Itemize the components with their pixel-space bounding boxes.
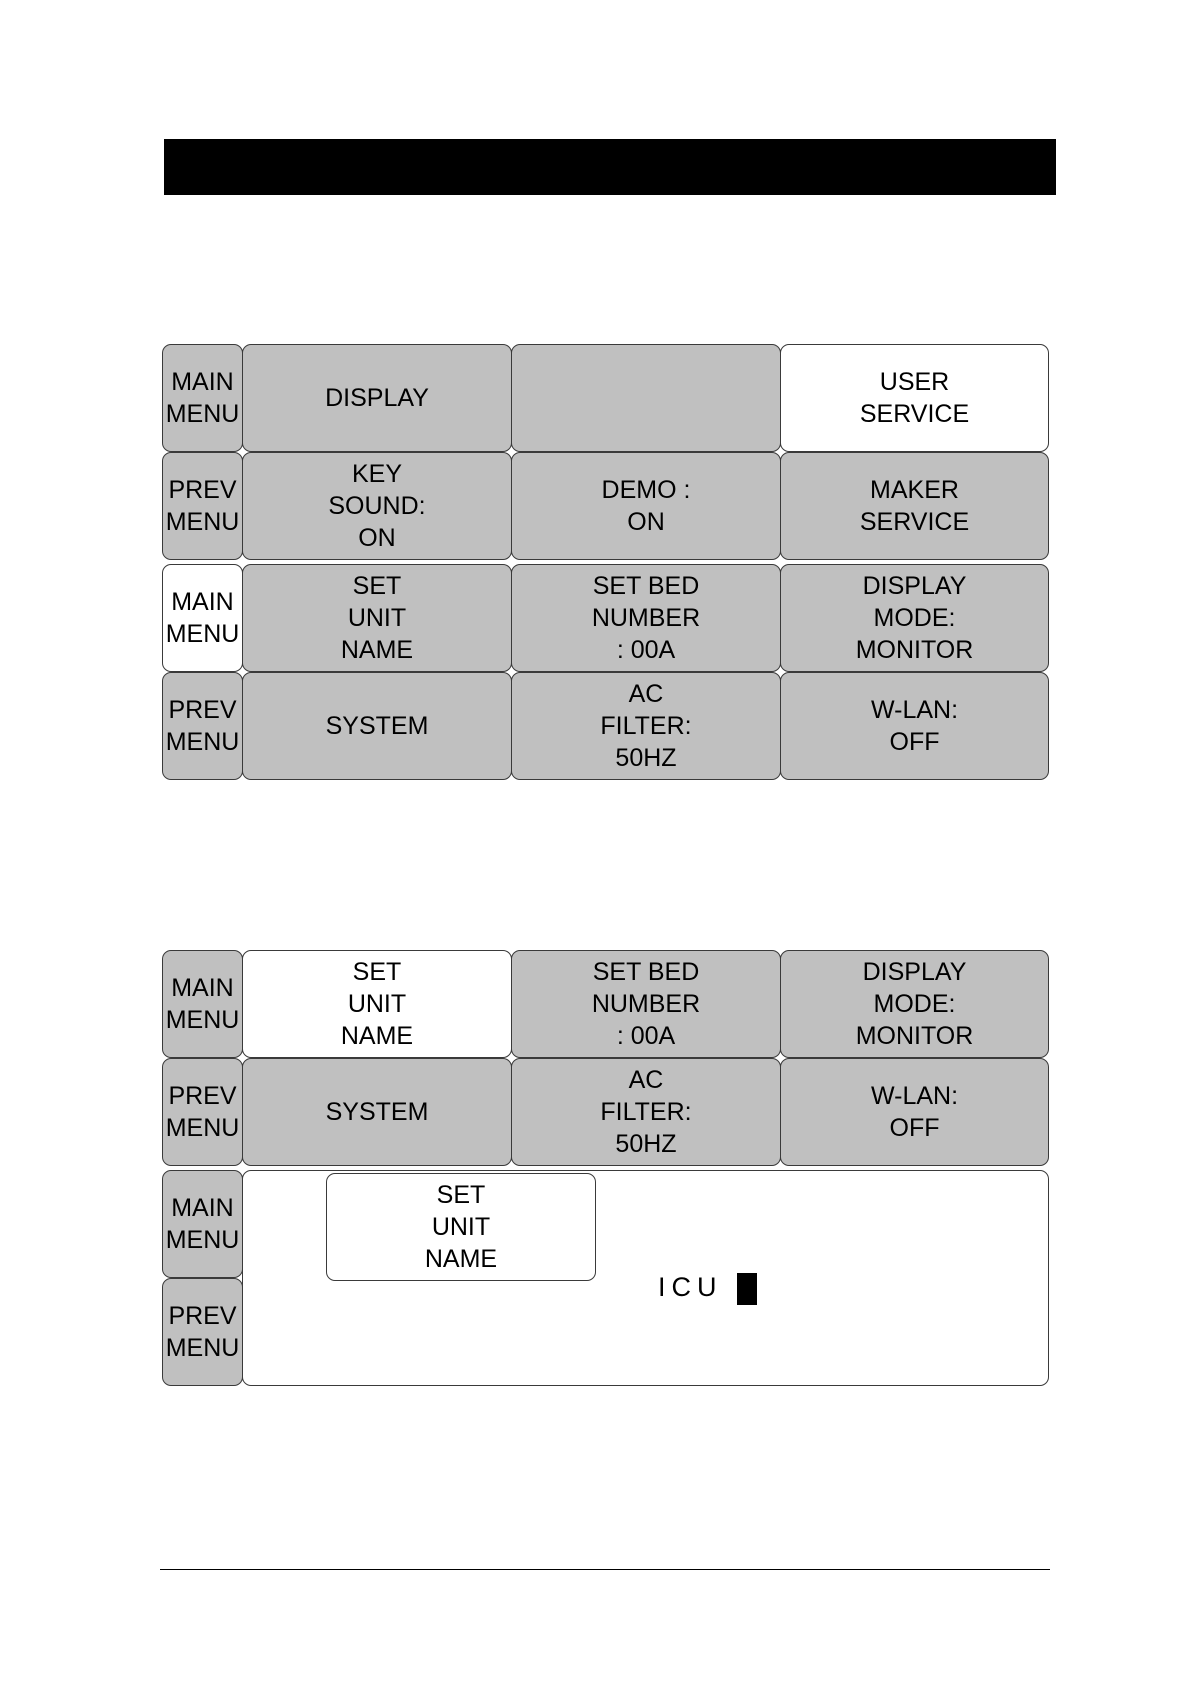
menu-row-2 [162, 452, 1049, 560]
prev-menu-button[interactable]: PREV MENU [162, 1278, 243, 1386]
blank-button[interactable] [511, 344, 781, 452]
menu-row-3 [162, 564, 1049, 672]
menu-panel-user-service [162, 344, 1049, 780]
set-unit-name-label: SET UNIT NAME [326, 1173, 596, 1281]
menu-panel-set-unit-name [162, 950, 1049, 1388]
key-sound-button[interactable]: KEY SOUND: ON [242, 452, 512, 560]
menu-row-4 [162, 672, 1049, 780]
system-button[interactable]: SYSTEM [242, 1058, 512, 1166]
display-button[interactable]: DISPLAY [242, 344, 512, 452]
set-bed-number-button[interactable]: SET BED NUMBER : 00A [511, 950, 781, 1058]
unit-name-input[interactable] [658, 1272, 757, 1305]
system-button[interactable]: SYSTEM [242, 672, 512, 780]
unit-name-value: ICU [658, 1272, 723, 1302]
header-bar [164, 139, 1056, 195]
display-mode-button[interactable]: DISPLAY MODE: MONITOR [780, 950, 1049, 1058]
unit-name-entry-row [162, 1170, 1049, 1388]
menu-row-1 [162, 344, 1049, 452]
maker-service-button[interactable]: MAKER SERVICE [780, 452, 1049, 560]
main-menu-button[interactable]: MAIN MENU [162, 344, 243, 452]
demo-button[interactable]: DEMO : ON [511, 452, 781, 560]
main-menu-button[interactable]: MAIN MENU [162, 564, 243, 672]
w-lan-button[interactable]: W-LAN: OFF [780, 672, 1049, 780]
menu-row-2 [162, 1058, 1049, 1166]
set-bed-number-button[interactable]: SET BED NUMBER : 00A [511, 564, 781, 672]
text-cursor [737, 1273, 757, 1305]
set-unit-name-button[interactable]: SET UNIT NAME [242, 564, 512, 672]
display-mode-button[interactable]: DISPLAY MODE: MONITOR [780, 564, 1049, 672]
main-menu-button[interactable]: MAIN MENU [162, 1170, 243, 1278]
prev-menu-button[interactable]: PREV MENU [162, 1058, 243, 1166]
main-menu-button[interactable]: MAIN MENU [162, 950, 243, 1058]
prev-menu-button[interactable]: PREV MENU [162, 452, 243, 560]
unit-name-entry-area[interactable] [242, 1170, 1049, 1386]
w-lan-button[interactable]: W-LAN: OFF [780, 1058, 1049, 1166]
ac-filter-button[interactable]: AC FILTER: 50HZ [511, 1058, 781, 1166]
prev-menu-button[interactable]: PREV MENU [162, 672, 243, 780]
menu-row-1 [162, 950, 1049, 1058]
ac-filter-button[interactable]: AC FILTER: 50HZ [511, 672, 781, 780]
user-service-button[interactable]: USER SERVICE [780, 344, 1049, 452]
footer-divider [160, 1569, 1050, 1570]
set-unit-name-button[interactable]: SET UNIT NAME [242, 950, 512, 1058]
